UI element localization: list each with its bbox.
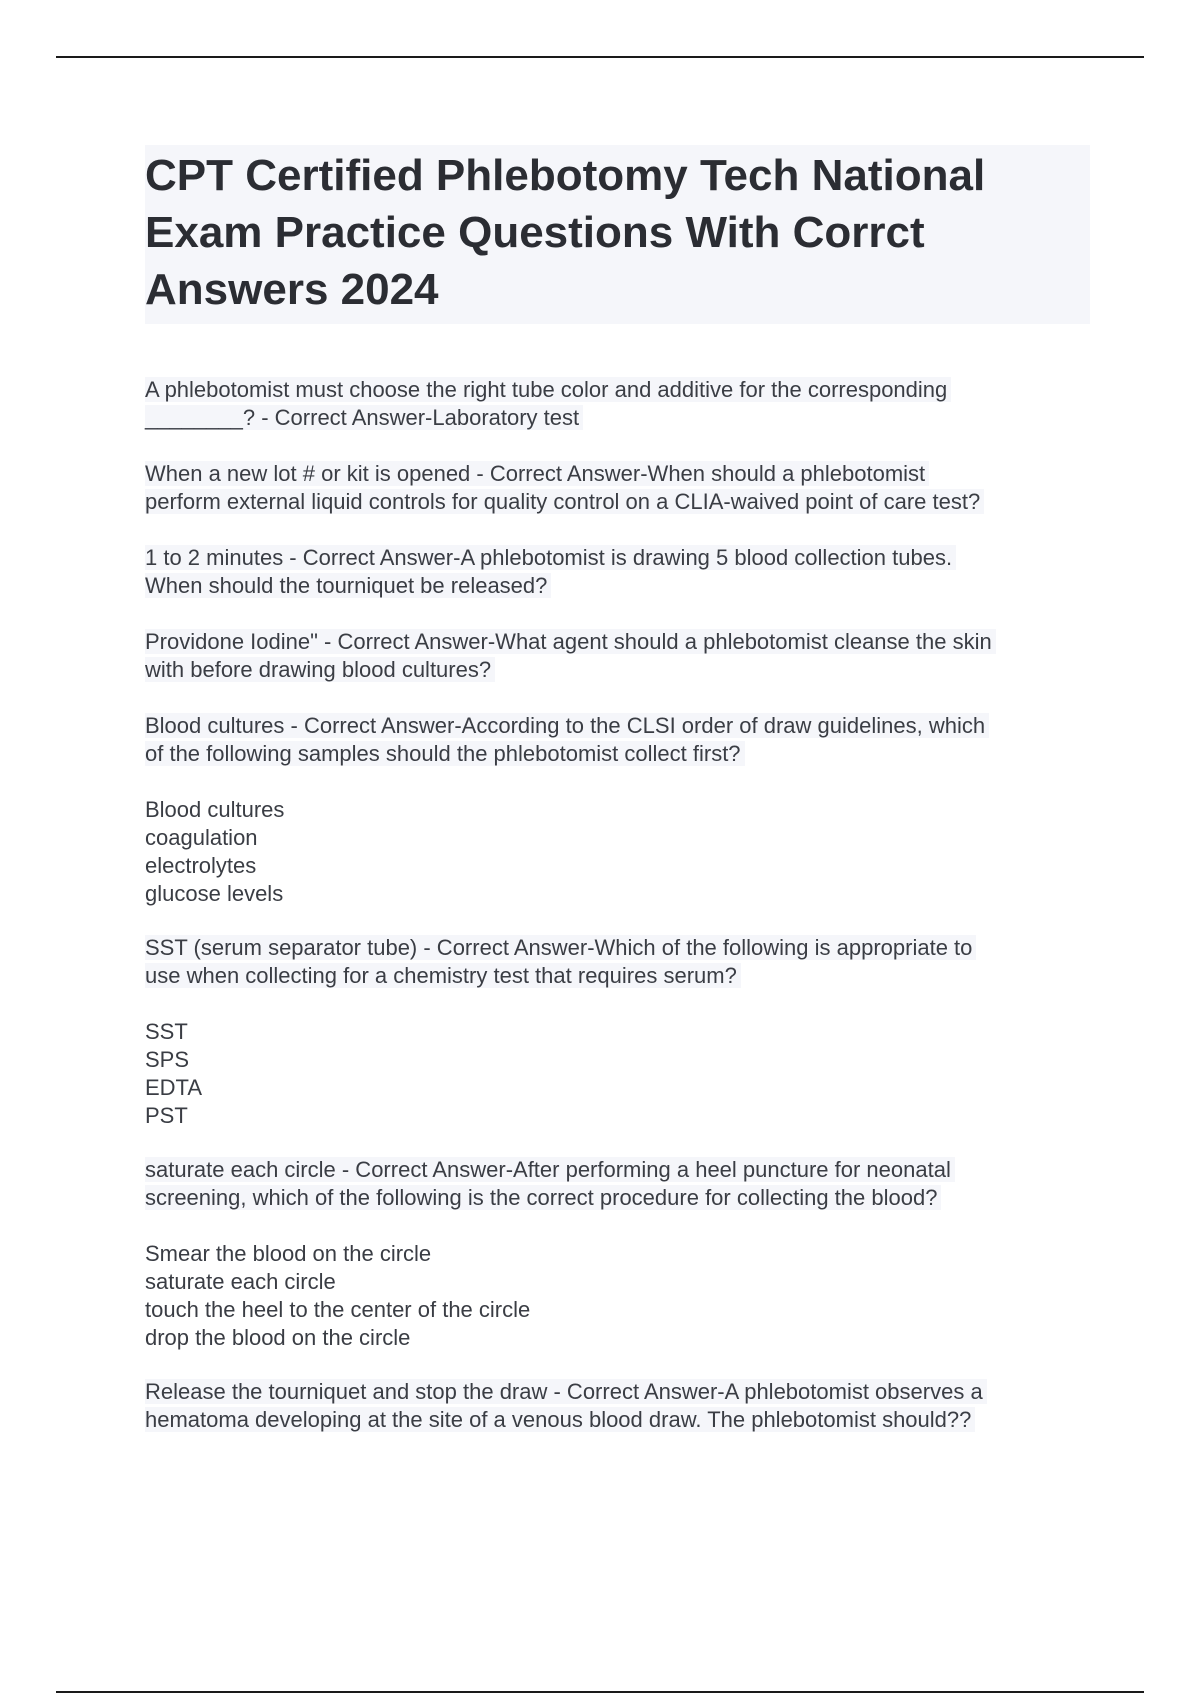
qa-item-7 (145, 1156, 1090, 1352)
qa-line: with before drawing blood cultures? (145, 656, 1090, 684)
qa-line: When a new lot # or kit is opened - Correct Answer-When should a phlebotomist (145, 460, 1090, 488)
title-line-2: Exam Practice Questions With Corrct (145, 208, 925, 257)
option-item: PST (145, 1103, 188, 1128)
title-line-3: Answers 2024 (145, 265, 439, 314)
option-item: glucose levels (145, 881, 284, 906)
qa-line: Release the tourniquet and stop the draw - Correct Answer-A phlebotomist observes a (145, 1378, 1090, 1406)
option-item: EDTA (145, 1075, 203, 1100)
option-item: drop the blood on the circle (145, 1325, 411, 1350)
option-item: touch the heel to the center of the circle (145, 1297, 531, 1322)
qa-text (145, 1156, 1090, 1212)
document-content (145, 145, 1090, 1462)
option-item: Smear the blood on the circle (145, 1241, 432, 1266)
option-item: SST (145, 1019, 188, 1044)
option-item: Blood cultures (145, 797, 285, 822)
title-line-1: CPT Certified Phlebotomy Tech National (145, 151, 986, 200)
option-item: coagulation (145, 825, 258, 850)
qa-item-5 (145, 712, 1090, 908)
qa-item-1 (145, 376, 1090, 432)
qa-line: perform external liquid controls for quality control on a CLIA-waived point of care test? (145, 488, 1090, 516)
option-list (145, 796, 1090, 908)
qa-line: A phlebotomist must choose the right tube color and additive for the corresponding (145, 376, 1090, 404)
qa-line: screening, which of the following is the correct procedure for collecting the blood? (145, 1184, 1090, 1212)
option-list (145, 1018, 1090, 1130)
qa-text (145, 460, 1090, 516)
qa-text (145, 628, 1090, 684)
qa-item-3 (145, 544, 1090, 600)
qa-item-8 (145, 1378, 1090, 1434)
qa-text (145, 376, 1090, 432)
qa-line: 1 to 2 minutes - Correct Answer-A phlebotomist is drawing 5 blood collection tubes. (145, 544, 1090, 572)
qa-text (145, 544, 1090, 600)
option-item: electrolytes (145, 853, 257, 878)
title-block (145, 145, 1090, 324)
qa-line: SST (serum separator tube) - Correct Answer-Which of the following is appropriate to (145, 934, 1090, 962)
qa-text (145, 712, 1090, 768)
bottom-rule (56, 1691, 1144, 1693)
qa-line: of the following samples should the phlebotomist collect first? (145, 740, 1090, 768)
qa-item-6 (145, 934, 1090, 1130)
option-item: SPS (145, 1047, 190, 1072)
qa-line: Blood cultures - Correct Answer-According to the CLSI order of draw guidelines, which (145, 712, 1090, 740)
qa-text (145, 934, 1090, 990)
qa-line: When should the tourniquet be released? (145, 572, 1090, 600)
qa-line: hematoma developing at the site of a venous blood draw. The phlebotomist should?? (145, 1406, 1090, 1434)
qa-line: ________? - Correct Answer-Laboratory test (145, 404, 1090, 432)
qa-line: Providone Iodine" - Correct Answer-What agent should a phlebotomist cleanse the skin (145, 628, 1090, 656)
qa-line: saturate each circle - Correct Answer-After performing a heel puncture for neonatal (145, 1156, 1090, 1184)
qa-item-2 (145, 460, 1090, 516)
qa-text (145, 1378, 1090, 1434)
document-title (145, 147, 1080, 318)
option-item: saturate each circle (145, 1269, 336, 1294)
qa-item-4 (145, 628, 1090, 684)
top-rule (56, 56, 1144, 58)
option-list (145, 1240, 1090, 1352)
qa-line: use when collecting for a chemistry test that requires serum? (145, 962, 1090, 990)
